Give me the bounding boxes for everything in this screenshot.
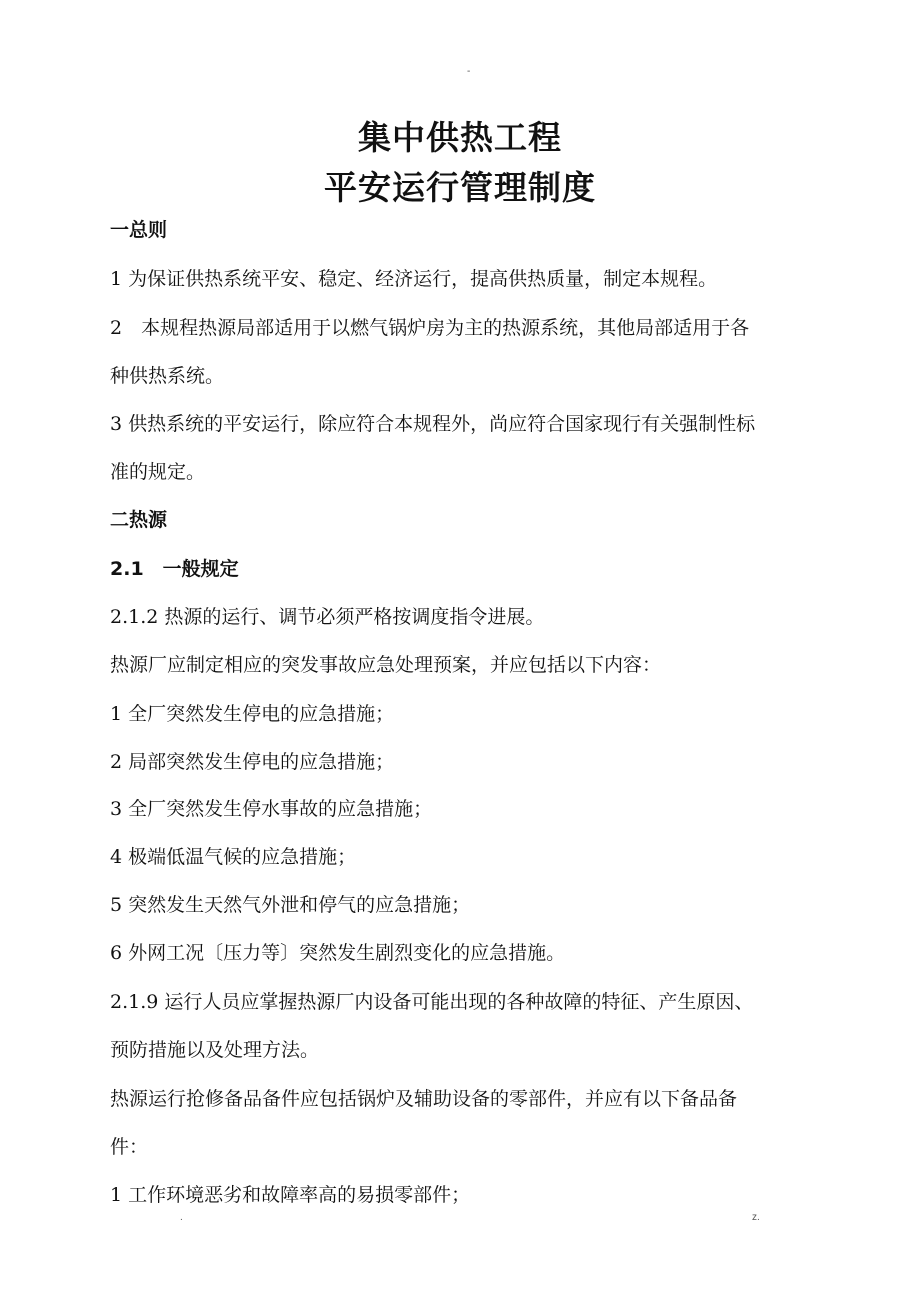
body-line: 2 局部突然发生停电的应急措施； bbox=[110, 751, 395, 773]
document-title-line-1: 集中供热工程 bbox=[358, 118, 562, 157]
body-line: 2.1.2 热源的运行、调节必须严格按调度指令进展。 bbox=[110, 606, 545, 628]
body-line: 热源厂应制定相应的突发事故应急处理预案，并应包括以下内容： bbox=[110, 654, 662, 676]
page-header-mark: - bbox=[467, 66, 471, 77]
body-line: 5 突然发生天然气外泄和停气的应急措施； bbox=[110, 894, 471, 916]
section-heading: 2.1 一般规定 bbox=[110, 558, 239, 580]
body-line: 件： bbox=[110, 1136, 149, 1158]
body-line: 种供热系统。 bbox=[110, 365, 225, 387]
body-line: 1 工作环境恶劣和故障率高的易损零部件； bbox=[110, 1184, 471, 1206]
body-line: 预防措施以及处理方法。 bbox=[110, 1039, 320, 1061]
body-line: 2.1.9 运行人员应掌握热源厂内设备可能出现的各种故障的特征、产生原因、 bbox=[110, 991, 754, 1013]
body-line: 3 供热系统的平安运行，除应符合本规程外，尚应符合国家现行有关强制性标 bbox=[110, 413, 756, 435]
body-line: 热源运行抢修备品备件应包括锅炉及辅助设备的零部件，并应有以下备品备 bbox=[110, 1088, 738, 1110]
body-line: 6 外网工况〔压力等〕突然发生剧烈变化的应急措施。 bbox=[110, 942, 566, 964]
section-heading: 一总则 bbox=[110, 219, 168, 241]
body-line: 4 极端低温气候的应急措施； bbox=[110, 846, 357, 868]
body-line: 1 为保证供热系统平安、稳定、经济运行，提高供热质量，制定本规程。 bbox=[110, 268, 718, 290]
page-footer-mark-left: . bbox=[180, 1212, 183, 1223]
body-line: 2 本规程热源局部适用于以燃气锅炉房为主的热源系统，其他局部适用于各 bbox=[110, 317, 750, 339]
body-line: 1 全厂突然发生停电的应急措施； bbox=[110, 703, 395, 725]
page-footer-mark-right: z. bbox=[752, 1212, 760, 1223]
body-line: 准的规定。 bbox=[110, 461, 206, 483]
document-title-line-2: 平安运行管理制度 bbox=[324, 168, 596, 207]
section-heading: 二热源 bbox=[110, 509, 168, 531]
body-line: 3 全厂突然发生停水事故的应急措施； bbox=[110, 798, 433, 820]
